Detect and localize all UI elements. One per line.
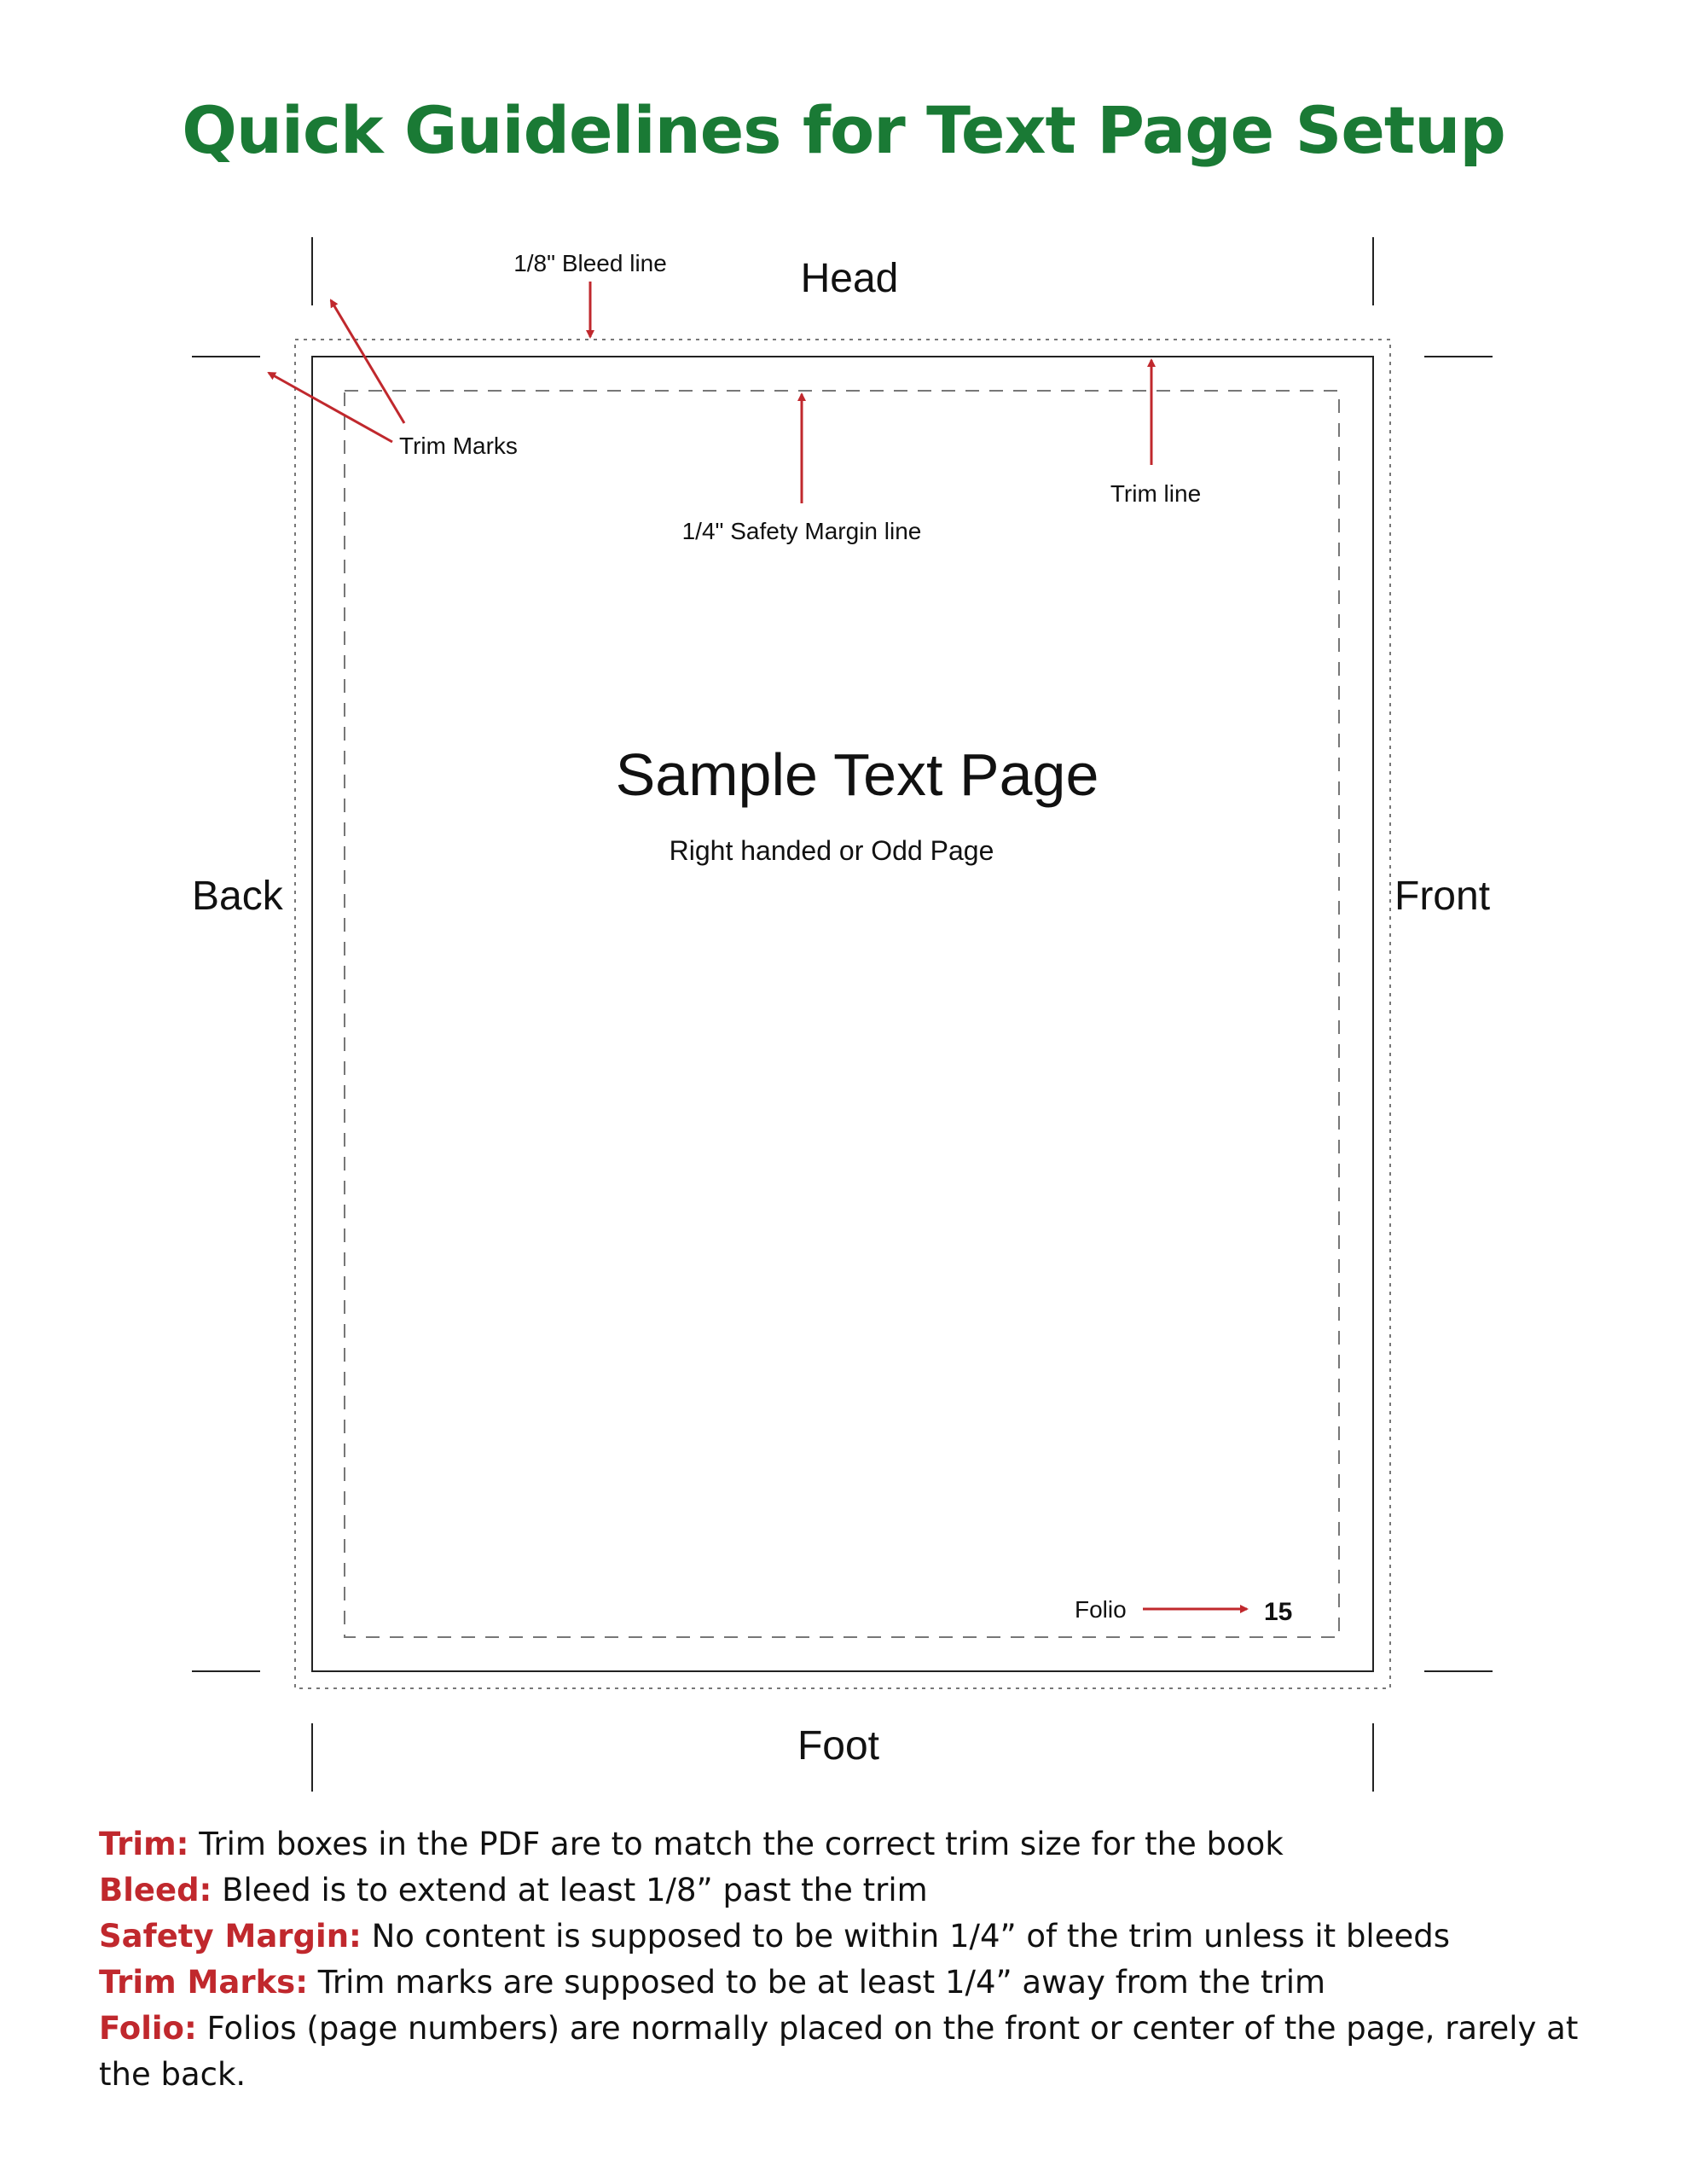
- definition-trim-marks: [99, 1960, 1600, 2006]
- definition-safety-margin: [99, 1914, 1600, 1960]
- safety-margin-line: [345, 391, 1339, 1637]
- definition-term: Folio:: [99, 2010, 197, 2047]
- front-label: Front: [1394, 874, 1491, 919]
- definition-term: Bleed:: [99, 1872, 212, 1908]
- trim-line-label: Trim line: [1110, 480, 1202, 507]
- trim-marks-label: Trim Marks: [399, 433, 518, 459]
- definition-folio: [99, 2006, 1600, 2098]
- folio-label: Folio: [1075, 1596, 1127, 1623]
- head-label: Head: [800, 256, 899, 301]
- trim-marks: [192, 237, 1493, 1792]
- definition-term: Safety Margin:: [99, 1918, 362, 1955]
- foot-label: Foot: [797, 1723, 880, 1769]
- definitions-list: [99, 1821, 1600, 2098]
- folio-number: 15: [1264, 1598, 1293, 1626]
- definition-text: Bleed is to extend at least 1/8” past the trim: [212, 1872, 928, 1908]
- definition-term: Trim Marks:: [99, 1964, 308, 2001]
- page-title: Quick Guidelines for Text Page Setup: [182, 92, 1505, 168]
- trim-marks-arrow-vertical: [331, 300, 404, 423]
- definition-bleed: [99, 1867, 1600, 1914]
- definition-text: Trim boxes in the PDF are to match the correct trim size for the book: [188, 1826, 1284, 1862]
- trim-line: [312, 357, 1373, 1671]
- bleed-line-label: 1/8" Bleed line: [513, 250, 667, 276]
- safety-margin-label: 1/4" Safety Margin line: [681, 518, 922, 544]
- sample-page-subheading: Right handed or Odd Page: [669, 835, 994, 866]
- trim-marks-arrow-horizontal: [269, 373, 392, 442]
- definition-text: Folios (page numbers) are normally placed on the front or center of the page, rarely at the back.: [99, 2010, 1579, 2093]
- back-label: Back: [192, 874, 283, 919]
- sample-page-heading: Sample Text Page: [615, 741, 1099, 808]
- definition-trim: [99, 1821, 1600, 1867]
- definition-text: Trim marks are supposed to be at least 1/4” away from the trim: [308, 1964, 1326, 2001]
- definition-text: No content is supposed to be within 1/4” of the trim unless it bleeds: [361, 1918, 1451, 1955]
- definition-term: Trim:: [99, 1826, 189, 1862]
